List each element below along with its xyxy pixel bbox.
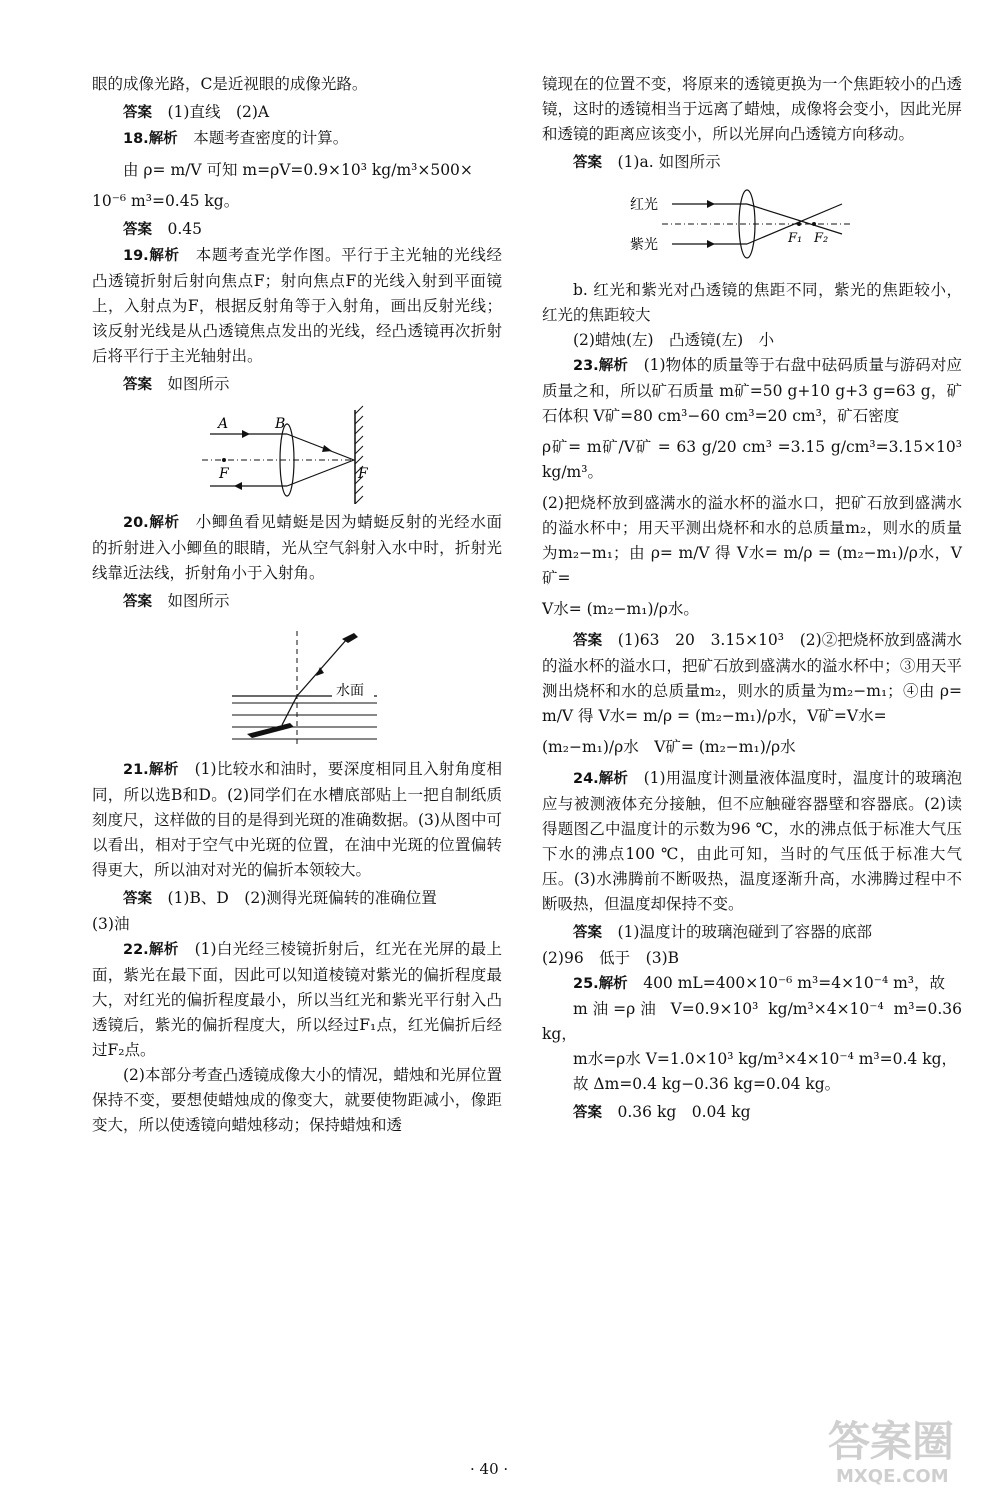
left-column — [92, 72, 502, 1138]
answer-21: 答案 (1)B、D (2)测得光斑偏转的准确位置 — [123, 889, 437, 907]
answer-24: 答案 (1)温度计的玻璃泡碰到了容器的底部 — [573, 923, 872, 941]
question-20: 20.解析 小鲫鱼看见蜻蜓是因为蜻蜓反射的光经水面的折射进入小鲫鱼的眼睛，光从空气斜射入水中时，折射光线靠近法线，折射角小于入射角。 — [92, 513, 502, 582]
formula-25b: m水=ρ水 V=1.0×10³ kg/m³×4×10⁻⁴ m³=0.4 kg， — [573, 1050, 958, 1068]
answer-18: 答案 0.45 — [123, 220, 203, 238]
label-violet-light: 紫光 — [630, 237, 658, 253]
label-B: B — [275, 416, 286, 432]
formula-25a: m油=ρ油 V=0.9×10³ kg/m³×4×10⁻⁴ m³=0.36 kg， — [542, 1000, 962, 1043]
label-water-surface: 水面 — [336, 683, 364, 699]
answer-21-part3: (3)油 — [92, 915, 130, 933]
formula-23a: ρ矿= m矿/V矿 = 63 g/20 cm³ =3.15 g/cm³=3.15×10³ kg/m³。 — [542, 438, 962, 481]
watermark-logo — [822, 1408, 982, 1488]
page-number: · 40 · — [470, 1460, 509, 1478]
answer-19: 答案 如图所示 — [123, 375, 230, 393]
label-F-right: F — [358, 466, 368, 482]
question-24: 24.解析 (1)用温度计测量液体温度时，温度计的玻璃泡应与被测液体充分接触，但不应触碰容器壁和容器底。(2)读得题图乙中温度计的示数为96 ℃，水的沸点低于标准大气压下水的沸点100 ℃，由此可知，当时的气压低于标准大气压。(3)水沸腾前不断吸热，温度逐渐升高，水沸腾过程中不断吸热，但温度却保持不变。 — [542, 769, 962, 913]
answer-23: 答案 (1)63 20 3.15×10³ (2)②把烧杯放到盛满水的溢水杯的溢水口，把矿石放到盛满水的溢水杯中；③用天平测出烧杯和水的总质量m₂，则水的质量为m₂−m₁；④由 ρ= m/V 得 V水= m/ρ = (m₂−m₁)/ρ水，V矿=V水= — [542, 631, 962, 725]
answer-22: 答案 (1)a. 如图所示 — [573, 153, 721, 171]
question-22-part2: (2)本部分考查凸透镜成像大小的情况，蜡烛和光屏位置保持不变，要想使蜡烛成的像变大，就要使物距减小，像距变大，所以使透镜向蜡烛移动；保持蜡烛和透 — [92, 1066, 502, 1134]
answer-17: 答案 (1)直线 (2)A — [123, 103, 270, 121]
watermark-url: MXQE.COM — [836, 1466, 949, 1487]
answer-20: 答案 如图所示 — [123, 592, 230, 610]
question-21: 21.解析 (1)比较水和油时，要深度相同且入射角度相同，所以选B和D。(2)同学们在水槽底部贴上一把自制纸质刻度尺，这样做的目的是得到光斑的准确数据。(3)从图中可以看出，相对于空气中光斑的位置，在油中光斑的位置偏转得更大，所以油对对光的偏折本领较大。 — [92, 760, 502, 879]
question-25: 25.解析 400 mL=400×10⁻⁶ m³=4×10⁻⁴ m³，故 — [573, 974, 946, 992]
figure-22-lens-colors — [542, 182, 962, 272]
answer-24-part2: (2)96 低于 (3)B — [542, 949, 680, 967]
text-line: 眼的成像光路，C是近视眼的成像光路。 — [92, 75, 368, 93]
question-23: 23.解析 (1)物体的质量等于右盘中砝码质量与游码对应质量之和，所以矿石质量 m矿=50 g+10 g+3 g=63 g，矿石体积 V矿=80 cm³−60 cm³=20 cm³，矿石密度 — [542, 356, 962, 425]
watermark-text: 答案圈 — [828, 1417, 955, 1466]
formula-25c: 故 Δm=0.4 kg−0.36 kg=0.04 kg。 — [573, 1075, 841, 1093]
label-A: A — [218, 416, 229, 432]
formula-23c: (m₂−m₁)/ρ水 V矿= (m₂−m₁)/ρ水 — [542, 738, 796, 756]
right-column — [542, 72, 962, 1126]
formula-18b: 10⁻⁶ m³=0.45 kg。 — [92, 192, 240, 210]
question-22: 22.解析 (1)白光经三棱镜折射后，红光在光屏的最上面，紫光在最下面，因此可以知道棱镜对紫光的偏折程度最大，对红光的偏折程度最小，所以当红光和紫光平行射入凸透镜后，紫光的偏折程度大，所以经过F₁点，红光偏折后经过F₂点。 — [92, 940, 502, 1059]
question-18: 18.解析 本题考查密度的计算。 — [123, 129, 349, 147]
question-19: 19.解析 本题考查光学作图。平行于主光轴的光线经凸透镜折射后射向焦点F；射向焦点F的光线入射到平面镜上，入射点为F，根据反射角等于入射角，画出反射光线；该反射光线是从凸透镜焦点发出的光线，经凸透镜再次折射后将平行于主光轴射出。 — [92, 246, 502, 365]
figure-19-lens-mirror — [92, 404, 502, 504]
label-F-left: F — [219, 466, 229, 482]
label-F2: F₂ — [814, 231, 829, 246]
figure-20-refraction — [92, 621, 502, 751]
formula-23b: V水= (m₂−m₁)/ρ水。 — [542, 600, 699, 618]
question-23-part2: (2)把烧杯放到盛满水的溢水杯的溢水口，把矿石放到盛满水的溢水杯中；用天平测出烧杯和水的总质量m₂，则水的质量为m₂−m₁；由 ρ= m/V 得 V水= m/ρ = (m₂−m₁)/ρ水，V矿= — [542, 494, 962, 587]
formula-18a: 由 ρ= m/V 可知 m=ρV=0.9×10³ kg/m³×500× — [123, 161, 473, 179]
answer-22-b: b. 红光和紫光对凸透镜的焦距不同，紫光的焦距较小，红光的焦距较大 — [542, 281, 962, 324]
label-F1: F₁ — [788, 231, 803, 246]
text-continuation: 镜现在的位置不变，将原来的透镜更换为一个焦距较小的凸透镜，这时的透镜相当于远离了蜡烛，成像将会变小，因此光屏和透镜的距离应该变小，所以光屏向凸透镜方向移动。 — [542, 75, 962, 143]
label-red-light: 红光 — [630, 197, 658, 213]
answer-25: 答案 0.36 kg 0.04 kg — [573, 1103, 751, 1121]
answer-22-part2: (2)蜡烛(左) 凸透镜(左) 小 — [573, 331, 775, 349]
